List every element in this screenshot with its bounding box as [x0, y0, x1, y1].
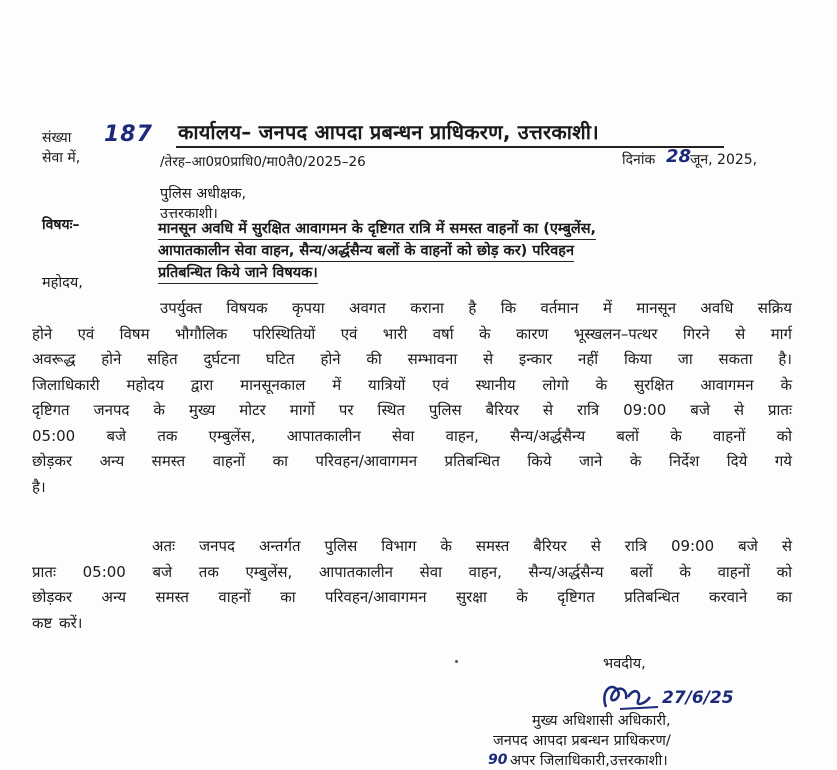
body-paragraph-2 [32, 534, 792, 636]
addressee-line: उत्तरकाशी। [160, 206, 218, 222]
office-title: कार्यालय– जनपद आपदा प्रबन्धन प्राधिकरण, उत्तरकाशी। [178, 120, 599, 144]
paragraph-line: है। [32, 477, 46, 496]
body-paragraph-1 [32, 296, 792, 500]
paragraph-line: दृष्टिगत जनपद के मुख्य मोटर मार्गो पर स्थित पुलिस बैरियर से रात्रि 09:00 बजे से प्रातः [32, 401, 792, 419]
paragraph-line: छोड़कर अन्य समस्त वाहनों का परिवहन/आवागमन सुरक्षा के दृष्टिगत प्रतिबन्धित करवाने का [32, 588, 792, 606]
salutation: महोदय, [42, 275, 83, 291]
handwritten-date-day: 28 [666, 146, 692, 167]
subject-line [158, 218, 596, 238]
designation-line: जनपद आपदा प्रबन्धन प्राधिकरण/ [493, 733, 671, 749]
paragraph-line: प्रातः 05:00 बजे तक एम्बुलेंस, आपातकालीन सेवा वाहन, सैन्य/अर्द्धसैन्य बलों के वाहनों को [32, 562, 792, 581]
paragraph-line: कष्ट करें। [32, 613, 83, 632]
seva-label: सेवा में, [42, 150, 81, 166]
paragraph-line: अवरूद्ध होने सहित दुर्घटना घटित होने की सम्भावना से इन्कार नहीं किया जा सकता है। [32, 350, 792, 368]
designation-line: मुख्य अधिशासी अधिकारी, [532, 713, 671, 729]
subject-text: आपातकालीन सेवा वाहन, सैन्य/अर्द्धसैन्य बलों के वाहनों को छोड़ कर) परिवहन [158, 243, 575, 259]
designation-line: अपर जिलाधिकारी,उत्तरकाशी। [510, 753, 668, 769]
paragraph-line: होने एवं विषम भौगौलिक परिस्थितियों एवं भारी वर्षा के कारण भूस्खलन–पत्थर गिरने से मार्ग [32, 324, 792, 343]
reference-number: /तेरह–आ0प्र0प्राधि0/मा0तै0/2025–26 [160, 154, 366, 170]
subject-text: प्रतिबन्धित किये जाने विषयक। [158, 265, 318, 281]
handwritten-mark: 90 [488, 752, 508, 768]
paragraph-line: जिलाधिकारी महोदय द्वारा मानसूनकाल में यात्रियों एवं स्थानीय लोगो के सुरक्षित आवागमन के [32, 375, 792, 394]
date-month-year: जून, 2025, [690, 152, 758, 168]
subject-label: विषयः– [42, 217, 80, 233]
paragraph-line: छोड़कर अन्य समस्त वाहनों का परिवहन/आवागमन प्रतिबन्धित किये जाने के निर्देश दिये गये [32, 452, 792, 470]
signature-date: 27/6/25 [662, 688, 734, 708]
paragraph-line: 05:00 बजे तक एम्बुलेंस, आपातकालीन सेवा वाहन, सैन्य/अर्द्धसैन्य बलों के वाहनों को [32, 426, 792, 445]
subject-line [158, 240, 574, 260]
subject-line [158, 262, 318, 282]
ink-speck [455, 660, 458, 663]
closing: भवदीय, [603, 656, 646, 672]
paragraph-line: अतः जनपद अन्तर्गत पुलिस विभाग के समस्त बैरियर से रात्रि 09:00 बजे से [152, 537, 792, 555]
paragraph-line: उपर्युक्त विषयक कृपया अवगत कराना है कि वर्तमान में मानसून अवधि सक्रिय [160, 299, 792, 317]
addressee-line: पुलिस अधीक्षक, [160, 186, 247, 202]
sankhya-label: संख्या [42, 130, 72, 146]
handwritten-letter-number: 187 [104, 122, 153, 147]
office-title-underline [176, 146, 724, 148]
date-label: दिनांक [622, 152, 656, 168]
subject-text: मानसून अवधि में सुरक्षित आवागमन के दृष्टिगत रात्रि में समस्त वाहनों का (एम्बुलेंस, [158, 221, 597, 237]
